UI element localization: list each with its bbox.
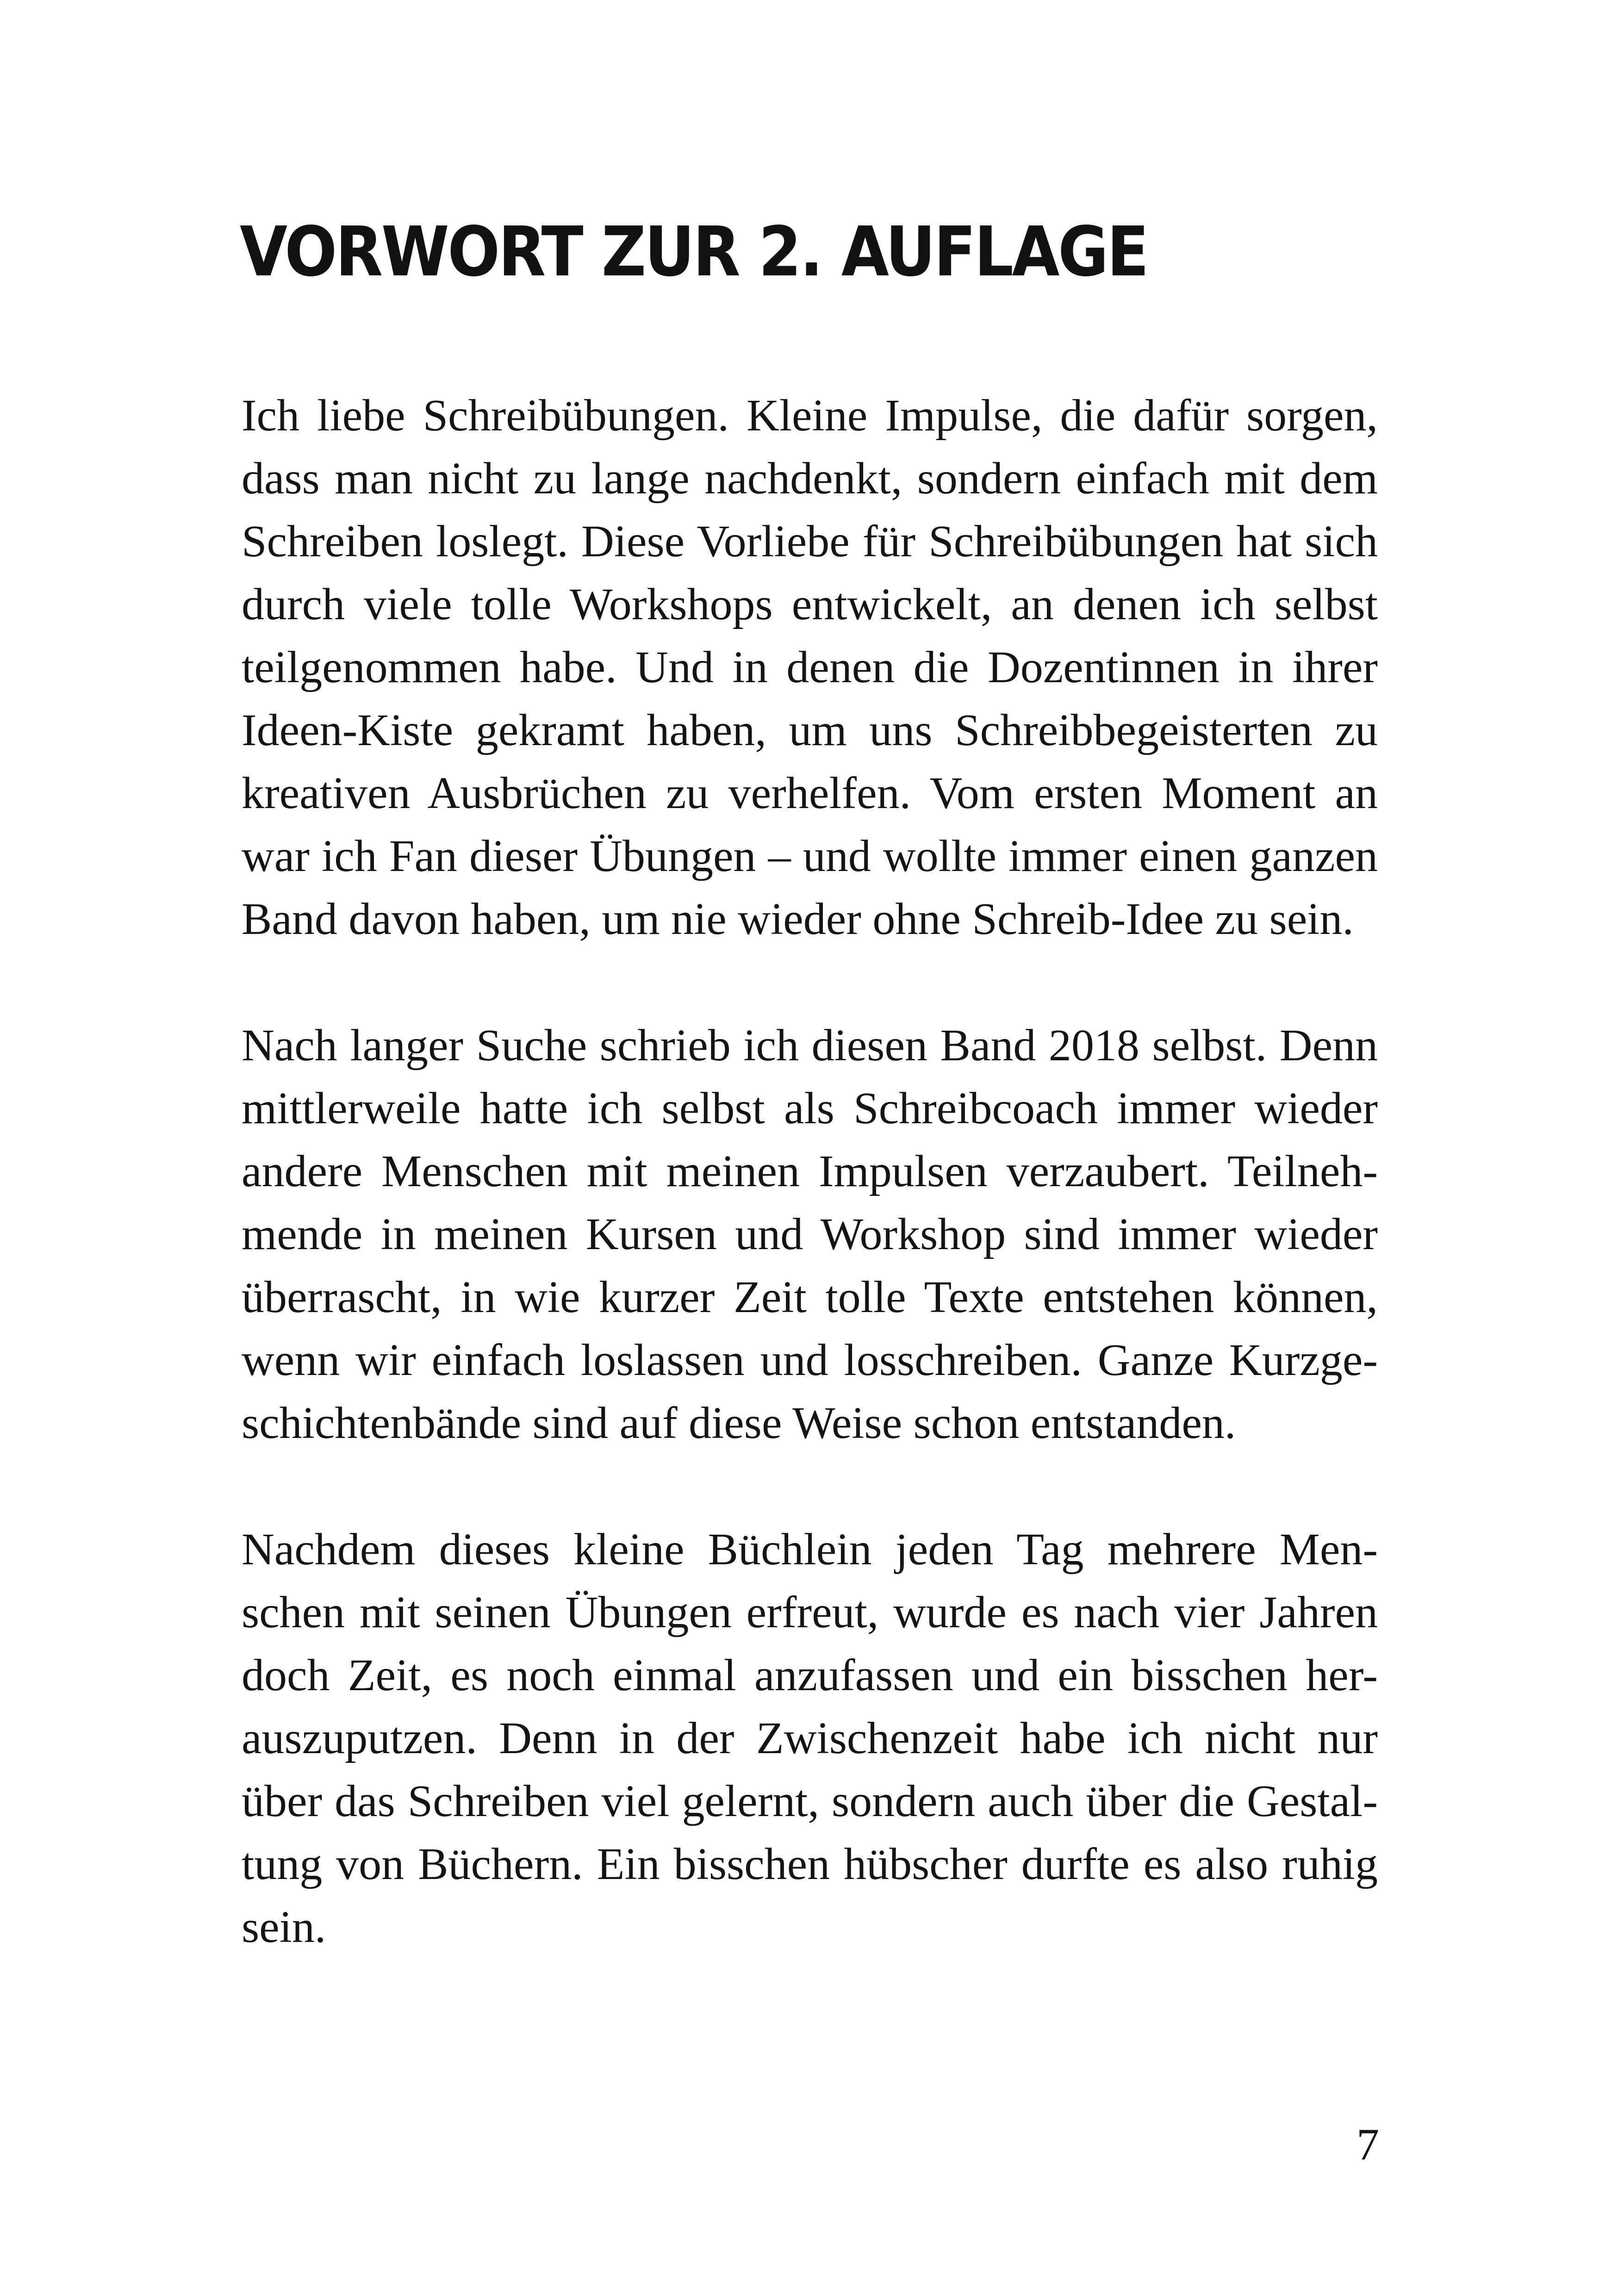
chapter-heading: VORWORT ZUR 2. AUFLAGE (240, 212, 1148, 292)
text-line: Nachdem dieses kleine Büchlein jeden Tag mehrere Men- (242, 1524, 1378, 1574)
text-line: über das Schreiben viel gelernt, sondern auch über die Gestal- (242, 1776, 1378, 1826)
text-line: Band davon haben, um nie wieder ohne Schreib-Idee zu sein. (242, 894, 1354, 944)
text-line: mittlerweile hatte ich selbst als Schreibcoach immer wieder (242, 1083, 1378, 1133)
text-line: tung von Büchern. Ein bisschen hübscher durfte es also ruhig (242, 1839, 1378, 1889)
text-line: schen mit seinen Übungen erfreut, wurde es nach vier Jahren (242, 1587, 1378, 1637)
text-line: dass man nicht zu lange nachdenkt, sondern einfach mit dem (242, 454, 1378, 504)
text-line: teilgenommen habe. Und in denen die Dozentinnen in ihrer (242, 642, 1378, 692)
text-line: mende in meinen Kursen und Workshop sind immer wieder (242, 1209, 1378, 1259)
paragraph (242, 1518, 1378, 1959)
text-line: Ich liebe Schreibübungen. Kleine Impulse, die dafür sorgen, (242, 391, 1378, 441)
text-line: schichtenbände sind auf diese Weise schon entstanden. (242, 1398, 1236, 1448)
page-number: 7 (1357, 2120, 1379, 2170)
text-line: doch Zeit, es noch einmal anzufassen und ein bisschen her- (242, 1650, 1378, 1700)
text-line: andere Menschen mit meinen Impulsen verzaubert. Teilneh- (242, 1146, 1378, 1196)
text-line: Ideen-Kiste gekramt haben, um uns Schreibbegeisterten zu (242, 705, 1378, 755)
text-line: wenn wir einfach loslassen und losschreiben. Ganze Kurzge- (242, 1335, 1378, 1385)
text-line: Schreiben loslegt. Diese Vorliebe für Schreibübungen hat sich (242, 516, 1378, 566)
text-line: durch viele tolle Workshops entwickelt, an denen ich selbst (242, 579, 1378, 629)
text-line: Nach langer Suche schrieb ich diesen Band 2018 selbst. Denn (242, 1020, 1378, 1070)
text-line: auszuputzen. Denn in der Zwischenzeit habe ich nicht nur (242, 1713, 1378, 1763)
paragraph (242, 384, 1378, 951)
text-line: überrascht, in wie kurzer Zeit tolle Texte entstehen können, (242, 1272, 1378, 1322)
text-line: sein. (242, 1902, 326, 1952)
text-line: war ich Fan dieser Übungen – und wollte immer einen ganzen (242, 831, 1378, 881)
text-line: kreativen Ausbrüchen zu verhelfen. Vom ersten Moment an (242, 768, 1378, 818)
body-text (242, 384, 1378, 2022)
paragraph (242, 1014, 1378, 1455)
